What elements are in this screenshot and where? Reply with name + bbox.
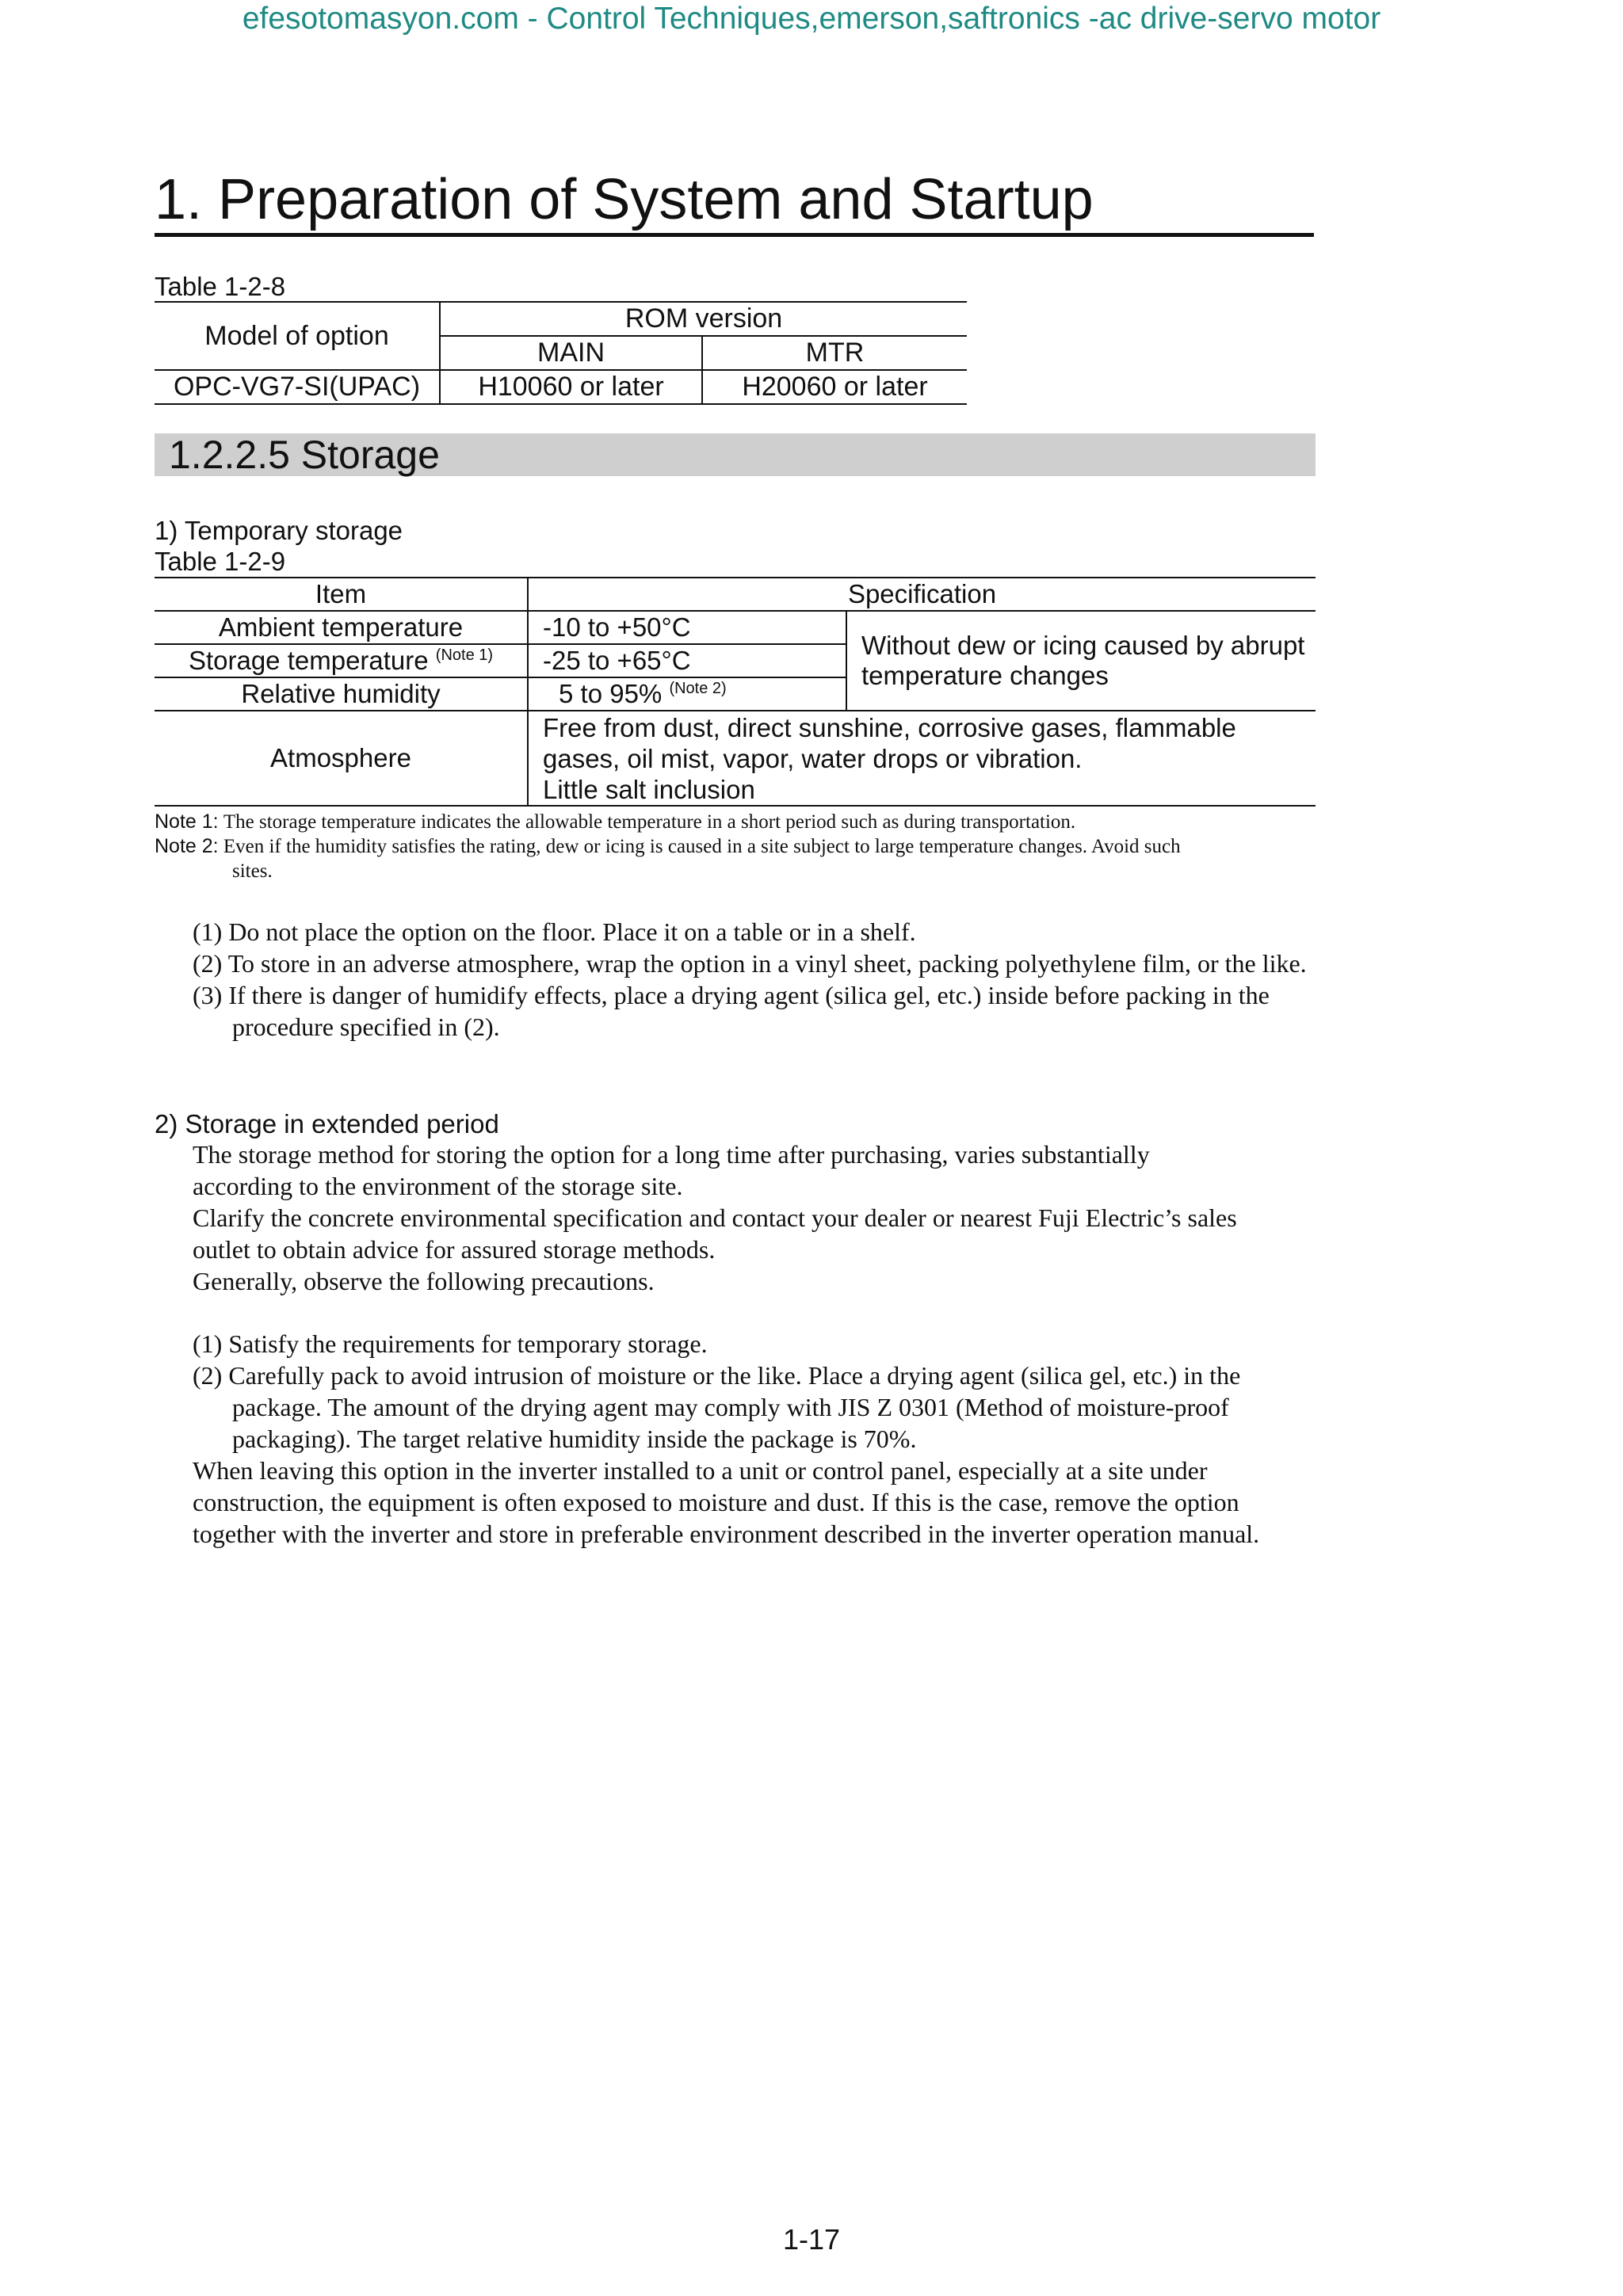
row-item-humidity: Relative humidity <box>155 677 528 711</box>
note-1-text: The storage temperature indicates the allowable temperature in a short period such as during transportation. <box>223 811 1076 833</box>
cell-mtr-version: H20060 or later <box>702 370 967 404</box>
chapter-title: 1. Preparation of System and Startup <box>155 168 1314 237</box>
section-heading-storage <box>155 433 1316 476</box>
section-title: 1.2.2.5 Storage <box>169 433 440 477</box>
list-item: (2) To store in an adverse atmosphere, wrap the option in a vinyl sheet, packing polyethylene film, or the like. <box>193 949 1307 978</box>
cell-main-version: H10060 or later <box>440 370 702 404</box>
table-1-2-8-caption: Table 1-2-8 <box>155 272 286 301</box>
cell-model: OPC-VG7-SI(UPAC) <box>155 370 440 404</box>
row-spec-storage: -25 to +65°C <box>528 644 846 677</box>
extended-storage-list <box>193 1328 1318 1455</box>
list-item: (1) Do not place the option on the floor. Place it on a table or in a shelf. <box>193 917 916 946</box>
note-1 <box>155 810 1316 834</box>
header-main: MAIN <box>440 336 702 370</box>
atmosphere-line-1: Free from dust, direct sunshine, corrosive gases, flammable <box>543 712 1236 742</box>
note-2-continued: sites. <box>232 860 273 882</box>
header-model-of-option: Model of option <box>155 302 440 370</box>
list-item: (1) Satisfy the requirements for temporary storage. <box>193 1329 708 1358</box>
note-1-label: Note 1: <box>155 810 219 833</box>
temporary-storage-list <box>193 916 1318 1043</box>
row-spec-humidity <box>528 677 846 711</box>
extended-paragraph-1: The storage method for storing the option for a long time after purchasing, varies substantially according to the environment of the storage site. <box>193 1140 1150 1200</box>
row-spec-atmosphere <box>528 711 1316 806</box>
storage-spec-table <box>155 577 1316 807</box>
header-item: Item <box>155 578 528 611</box>
merged-spec-dew: Without dew or icing caused by abrupt temperature changes <box>846 611 1316 711</box>
row-spec-ambient: -10 to +50°C <box>528 611 846 644</box>
list-item: (3) If there is danger of humidify effects, place a drying agent (silica gel, etc.) inside before packing in the procedure specified in (2). <box>193 981 1270 1041</box>
rom-version-table <box>155 301 967 405</box>
note-2 <box>155 834 1316 859</box>
extended-paragraph-3: Generally, observe the following precautions. <box>193 1267 655 1295</box>
row-item-storage <box>155 644 528 677</box>
temporary-storage-heading: 1) Temporary storage <box>155 516 403 545</box>
header-rom-version: ROM version <box>440 302 967 336</box>
page-number: 1-17 <box>782 2223 841 2256</box>
extended-paragraph-2: Clarify the concrete environmental specification and contact your dealer or nearest Fuji Electric’s sales outlet to obtain advice for assured storage methods. <box>193 1203 1237 1264</box>
row-item-atmosphere: Atmosphere <box>155 711 528 806</box>
table-1-2-9-caption: Table 1-2-9 <box>155 547 286 576</box>
note-2-label: Note 2: <box>155 835 219 857</box>
atmosphere-line-2: gases, oil mist, vapor, water drops or vibration. <box>543 743 1083 773</box>
header-specification: Specification <box>528 578 1316 611</box>
atmosphere-line-3: Little salt inclusion <box>543 774 755 804</box>
storage-temperature-label: Storage temperature <box>188 646 429 675</box>
extended-storage-heading: 2) Storage in extended period <box>155 1109 499 1138</box>
note-2-ref: (Note 2) <box>669 680 727 697</box>
humidity-value: 5 to 95% <box>559 679 663 708</box>
extended-paragraph-4: When leaving this option in the inverter installed to a unit or control panel, especially at a site under construction, the equipment is often exposed to moisture and dust. If this is the case, remove the option together with the inverter and store in preferable environment described in the inverter operation manual. <box>193 1456 1260 1548</box>
note-1-ref: (Note 1) <box>435 646 494 664</box>
note-2-text: Even if the humidity satisfies the rating, dew or icing is caused in a site subject to large temperature changes. Avoid such <box>223 836 1181 857</box>
row-item-ambient: Ambient temperature <box>155 611 528 644</box>
list-item: (2) Carefully pack to avoid intrusion of moisture or the like. Place a drying agent (silica gel, etc.) in the package. The amount of the drying agent may comply with JIS Z 0301 (Method of moisture-proof packaging). The target relative humidity inside the package is 70%. <box>193 1361 1241 1453</box>
header-mtr: MTR <box>702 336 967 370</box>
watermark-header: efesotomasyon.com - Control Techniques,emerson,saftronics -ac drive-servo motor <box>242 2 1381 36</box>
